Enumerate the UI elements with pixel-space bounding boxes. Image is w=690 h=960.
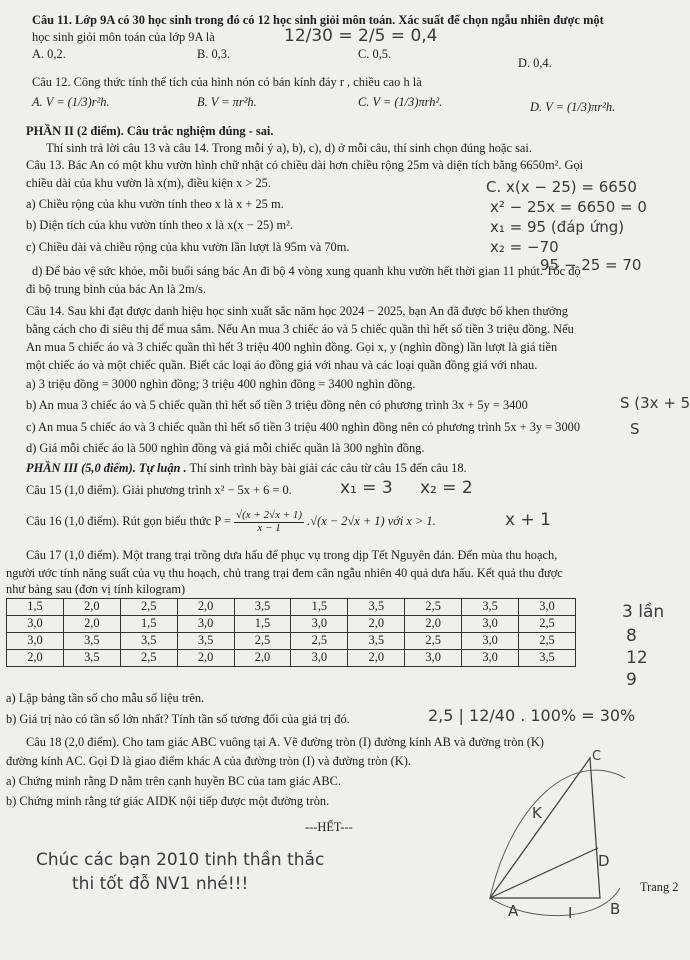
q11-option-b: B. 0,3. [197, 47, 231, 61]
q18-item-a: a) Chứng minh rằng D nằm trên cạnh huyền BC của tam giác ABC. [6, 774, 341, 788]
q12-text: Câu 12. Công thức tính thể tích của hình nón có bán kính đáy r , chiều cao h là [32, 75, 422, 89]
q16-fraction [234, 510, 304, 534]
q14-item-b: b) An mua 3 chiếc áo và 5 chiếc quần thì hết số tiền 3 triệu đồng nên có phương trình 3x + 5y = 3400 [26, 398, 528, 412]
table-cell: 3,0 [462, 650, 519, 667]
table-cell: 3,5 [177, 633, 234, 650]
q17-hw-5: 2,5 | 12/40 . 100% = 30% [428, 706, 636, 725]
q12-option-d: D. V = (1/3)πr²h. [530, 100, 616, 114]
q13-hw-2: x² − 25x = 6650 = 0 [490, 198, 647, 216]
q18-text2: đường kính AC. Gọi D là giao điểm khác A của đường tròn (I) và đường tròn (K). [6, 754, 411, 768]
segment-ad [490, 848, 598, 898]
table-cell: 3,0 [7, 616, 64, 633]
table-cell: 3,0 [177, 616, 234, 633]
q17-text: Câu 17 (1,0 điểm). Một trang trại trồng dưa hấu để phục vụ trong dịp Tết Nguyên đán. Đến mùa thu hoạch, [26, 548, 558, 562]
q15-hw-1: x₁ = 3 [340, 478, 393, 498]
q16-prefix: Câu 16 (1,0 điểm). Rút gọn biểu thức P = [26, 513, 231, 528]
end-marker: ---HẾT--- [305, 820, 353, 834]
q14-item-c: c) An mua 5 chiếc áo và 3 chiếc quần thì hết số tiền 3 triệu 400 nghìn đồng nên có phương trình 5x + 3y = 3000 [26, 420, 581, 434]
q13-hw-5: 95 − 25 = 70 [540, 256, 642, 274]
q13-item-b: b) Diện tích của khu vườn tính theo x là x(x − 25) m². [26, 218, 293, 232]
table-cell: 1,5 [120, 616, 177, 633]
table-cell: 3,5 [120, 633, 177, 650]
q17-item-a: a) Lập bảng tần số cho mẫu số liệu trên. [6, 691, 205, 705]
table-cell: 3,0 [462, 616, 519, 633]
part2-intro: Thí sinh trả lời câu 13 và câu 14. Trong mỗi ý a), b), c), d) ở mỗi câu, thí sinh chọn đúng hoặc sai. [46, 141, 532, 155]
q16-numerator: √(x + 2√x + 1) [236, 509, 303, 521]
table-cell: 3,0 [291, 650, 348, 667]
table-cell: 3,0 [405, 650, 462, 667]
q17-item-b: b) Giá trị nào có tần số lớn nhất? Tính tần số tương đối của giá trị đó. [6, 712, 350, 726]
q17-hw-3: 12 [626, 648, 648, 668]
table-row [7, 650, 576, 667]
q13-hw-3: x₁ = 95 (đáp ứng) [490, 218, 625, 236]
q13-item-d2: đi bộ trung bình của bác An là 2m/s. [26, 282, 206, 296]
q11-text: Câu 11. Lớp 9A có 30 học sinh trong đó có 12 học sinh giỏi môn toán. Xác suất để chọn ngẫu nhiên được một [32, 13, 604, 27]
table-cell: 3,5 [462, 599, 519, 616]
q16-denominator: x − 1 [257, 521, 281, 534]
fig-label-a: A [508, 902, 519, 920]
q14-hw-1: S (3x + 5 [620, 394, 690, 412]
part2-title: PHẦN II (2 điểm). Câu trắc nghiệm đúng - sai. [26, 124, 274, 138]
table-cell: 2,5 [405, 633, 462, 650]
triangle-abc [490, 758, 600, 898]
q17-text2: người ước tính năng suất của vụ thu hoạch, chủ trang trại đem cân ngẫu nhiên 40 quả dưa hấu. Kết quả thu được [6, 566, 563, 580]
page-label: Trang 2 [640, 880, 679, 894]
table-cell: 2,0 [348, 616, 405, 633]
q13-item-c: c) Chiều dài và chiều rộng của khu vườn lần lượt là 95m và 70m. [26, 240, 350, 254]
table-cell: 2,5 [519, 616, 576, 633]
table-cell: 2,0 [177, 650, 234, 667]
q15-hw-2: x₂ = 2 [420, 478, 473, 498]
q13-hw-1: C. x(x − 25) = 6650 [486, 178, 637, 196]
fig-label-i: I [568, 904, 573, 922]
part3-intro: Thí sinh trình bày bài giải các câu từ câu 15 đến câu 18. [189, 461, 467, 475]
q11-option-d: D. 0,4. [518, 56, 552, 70]
q18-text: Câu 18 (2,0 điểm). Cho tam giác ABC vuông tại A. Vẽ đường tròn (I) đường kính AB và đường tròn (K) [26, 735, 544, 749]
fig-label-k: K [532, 804, 542, 822]
q12-option-c: C. V = (1/3)πrh². [358, 95, 443, 109]
table-row [7, 633, 576, 650]
table-cell: 2,5 [120, 650, 177, 667]
table-cell: 2,0 [63, 599, 120, 616]
q18-item-b: b) Chứng minh rằng tứ giác AIDK nội tiếp được một đường tròn. [6, 794, 330, 808]
fig-label-c: C [592, 749, 602, 764]
table-cell: 3,0 [462, 633, 519, 650]
table-cell: 1,5 [291, 599, 348, 616]
q13-item-d: d) Để bảo vệ sức khỏe, mỗi buổi sáng bác An đi bộ 4 vòng xung quanh khu vườn hết thời gian 11 phút. Tốc độ [32, 264, 581, 278]
table-cell: 2,0 [405, 616, 462, 633]
table-cell: 2,5 [519, 633, 576, 650]
q15-text: Câu 15 (1,0 điểm). Giải phương trình x² − 5x + 6 = 0. [26, 483, 292, 497]
circle-arc [490, 770, 625, 898]
triangle-sketch [470, 748, 630, 928]
q11-option-a: A. 0,2. [32, 47, 66, 61]
fig-label-d: D [598, 852, 610, 870]
q17-hw-4: 9 [626, 670, 637, 690]
table-cell: 2,0 [234, 650, 291, 667]
table-cell: 2,5 [291, 633, 348, 650]
q13-text: Câu 13. Bác An có một khu vườn hình chữ nhật có chiều dài hơn chiều rộng 25m và diện tích bằng 6650m². Gọi [26, 158, 584, 172]
table-cell: 2,0 [63, 616, 120, 633]
q11-handwriting: 12/30 = 2/5 = 0,4 [284, 26, 438, 46]
q17-hw-1: 3 lần [622, 602, 665, 622]
table-cell: 3,5 [348, 633, 405, 650]
part3-title: PHẦN III (5,0 điểm). Tự luận . [26, 461, 187, 475]
table-cell: 1,5 [234, 616, 291, 633]
footer-handwriting-2: thi tốt đỗ NV1 nhé!!! [72, 874, 249, 894]
q13-text2: chiều dài của khu vườn là x(m), điều kiện x > 25. [26, 176, 271, 190]
table-cell: 1,5 [7, 599, 64, 616]
table-cell: 2,0 [7, 650, 64, 667]
table-cell: 3,5 [63, 650, 120, 667]
table-cell: 2,5 [405, 599, 462, 616]
q13-item-a: a) Chiều rộng của khu vườn tính theo x là x + 25 m. [26, 197, 284, 211]
q12-option-b: B. V = πr²h. [197, 95, 257, 109]
table-cell: 3,0 [519, 599, 576, 616]
q12-option-a: A. V = (1/3)r²h. [32, 95, 110, 109]
table-cell: 2,0 [177, 599, 234, 616]
table-row [7, 599, 576, 616]
q14-item-a: a) 3 triệu đồng = 3000 nghìn đồng; 3 triệu 400 nghìn đồng = 3400 nghìn đồng. [26, 377, 416, 391]
q11-text2: học sinh giỏi môn toán của lớp 9A là [32, 30, 215, 44]
table-cell: 2,5 [234, 633, 291, 650]
q14-text2: bằng cách cho đi siêu thị để mua sắm. Nếu An mua 3 chiếc áo và 5 chiếc quần thì hết số tiền 3 triệu đồng. Nếu [26, 322, 574, 336]
table-cell: 3,5 [234, 599, 291, 616]
q17-text3: như bảng sau (đơn vị tính kilogram) [6, 582, 186, 596]
q14-hw-2: S [630, 420, 640, 438]
table-cell: 2,5 [120, 599, 177, 616]
watermelon-weights-table [6, 598, 576, 667]
q16-handwriting: x + 1 [505, 510, 551, 530]
table-cell: 3,5 [519, 650, 576, 667]
table-cell: 3,5 [348, 599, 405, 616]
table-cell: 3,0 [291, 616, 348, 633]
table-row [7, 616, 576, 633]
q14-text3: An mua 5 chiếc áo và 3 chiếc quần thì hết 3 triệu 400 nghìn đồng. Gọi x, y (nghìn đồng) lần lượt là giá tiền [26, 340, 558, 354]
q13-hw-4: x₂ = −70 [490, 238, 559, 256]
q14-text4: một chiếc áo và một chiếc quần. Biết các loại áo đồng giá với nhau và các loại quần đồng giá với nhau. [26, 358, 538, 372]
table-cell: 2,0 [348, 650, 405, 667]
q11-option-c: C. 0,5. [358, 47, 392, 61]
footer-handwriting-1: Chúc các bạn 2010 tinh thần thắc [36, 850, 325, 870]
table-cell: 3,5 [63, 633, 120, 650]
q17-hw-2: 8 [626, 626, 637, 646]
table-cell: 3,0 [7, 633, 64, 650]
fig-label-b: B [610, 900, 621, 918]
q14-item-d: d) Giá mỗi chiếc áo là 500 nghìn đồng và giá mỗi chiếc quần là 300 nghìn đồng. [26, 441, 425, 455]
q16-tail: .√(x − 2√x + 1) với x > 1. [307, 513, 436, 528]
q14-text: Câu 14. Sau khi đạt được danh hiệu học sinh xuất sắc năm học 2024 − 2025, bạn An đã được bố khen thưởng [26, 304, 568, 318]
